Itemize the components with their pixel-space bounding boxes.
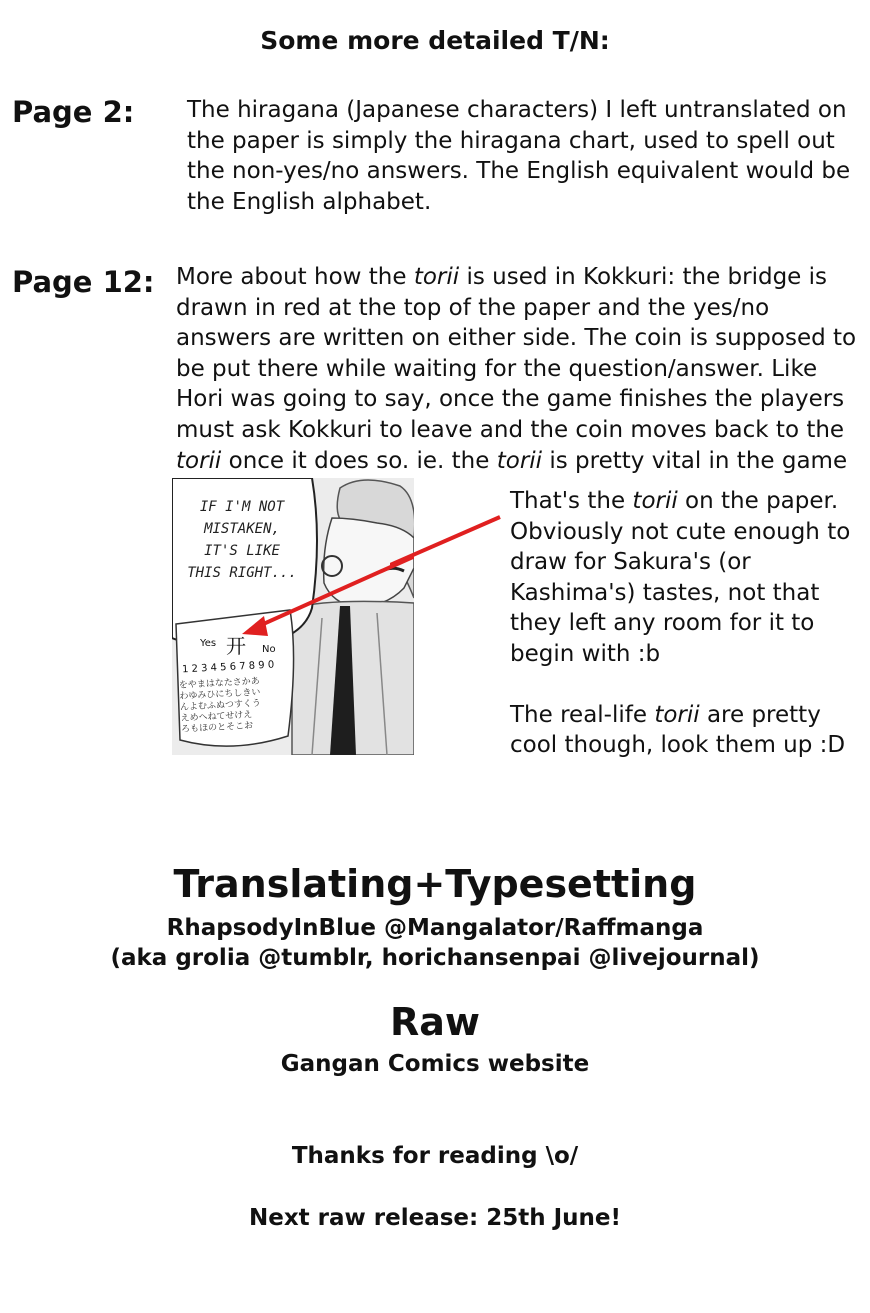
page-2-line: the non-yes/no answers. The English equivalent would be <box>187 158 851 185</box>
side-note-line: Kashima's) tastes, not that <box>510 579 820 606</box>
kana-row: んよむふぬつすくう <box>179 698 262 713</box>
side-note <box>510 486 865 761</box>
page-12-note <box>176 262 866 476</box>
side-note-line: The real-life torii are pretty <box>510 701 821 728</box>
translator-aka-line: (aka grolia @tumblr, horichansenpai @livejournal) <box>110 945 760 971</box>
page-12-line: answers are written on either side. The coin is supposed to <box>176 325 857 352</box>
page-12-line: must ask Kokkuri to leave and the coin moves back to the <box>176 416 845 443</box>
torii-word: torii <box>176 447 222 474</box>
manga-panel <box>172 478 414 755</box>
kana-row: ろもほのとそこお <box>180 721 254 735</box>
speech-bubble-text <box>178 496 306 584</box>
kana-row: わゆみひにちしきい <box>179 687 261 702</box>
torii-word: torii <box>496 447 543 474</box>
raw-title: Raw <box>389 1000 480 1044</box>
page-heading: Some more detailed T/N: <box>260 26 610 55</box>
page-2-line: the English alphabet. <box>187 188 432 215</box>
kana-row: をやまはなたさかあ <box>178 676 261 691</box>
paper-no: No <box>262 644 276 655</box>
translating-title: Translating+Typesetting <box>173 862 697 906</box>
paper-yes: Yes <box>200 638 217 649</box>
page-2-line: the paper is simply the hiragana chart, used to spell out <box>187 127 835 154</box>
page-2-label: Page 2: <box>12 95 135 129</box>
page-12-line: More about how the torii is used in Kokkuri: the bridge is <box>176 264 828 290</box>
bubble-line: IT'S LIKE <box>204 543 280 559</box>
side-note-line: cool though, look them up :D <box>510 732 846 759</box>
paper-torii-glyph: 开 <box>226 634 246 658</box>
page-2-line: The hiragana (Japanese characters) I left untranslated on <box>187 97 847 123</box>
side-note-spacer <box>510 670 865 700</box>
side-note-line: they left any room for it to <box>510 610 815 637</box>
next-release-line: Next raw release: 25th June! <box>248 1205 622 1231</box>
page-12-label: Page 12: <box>12 265 155 299</box>
torii-word: torii <box>413 264 460 290</box>
paper-kana-chart <box>179 675 292 736</box>
side-note-line: Obviously not cute enough to <box>510 518 851 545</box>
thanks-line: Thanks for reading \o/ <box>291 1143 579 1169</box>
raw-source-line: Gangan Comics website <box>280 1051 590 1077</box>
bubble-line: THIS RIGHT... <box>187 565 297 581</box>
page-12-line: Hori was going to say, once the game finishes the players <box>176 386 845 413</box>
side-note-line: begin with :b <box>510 640 661 667</box>
torii-word: torii <box>654 701 700 728</box>
kana-row: えめへねてせけえ <box>180 710 253 724</box>
bubble-line: MISTAKEN, <box>204 521 280 537</box>
page-12-line: be put there while waiting for the question/answer. Like <box>176 355 818 382</box>
translator-line: RhapsodyInBlue @Mangalator/Raffmanga <box>166 915 704 941</box>
paper-numbers: 1 2 3 4 5 6 7 8 9 0 <box>181 659 275 676</box>
page-2-note <box>187 95 857 217</box>
page-12-line: drawn in red at the top of the paper and the yes/no <box>176 294 770 321</box>
bubble-line: IF I'M NOT <box>199 499 285 515</box>
side-note-line: That's the torii on the paper. <box>510 488 839 514</box>
page-12-line: torii once it does so. ie. the torii is pretty vital in the game <box>176 447 848 474</box>
torii-word: torii <box>632 488 678 514</box>
red-arrow <box>390 505 505 565</box>
side-note-line: draw for Sakura's (or <box>510 549 751 576</box>
